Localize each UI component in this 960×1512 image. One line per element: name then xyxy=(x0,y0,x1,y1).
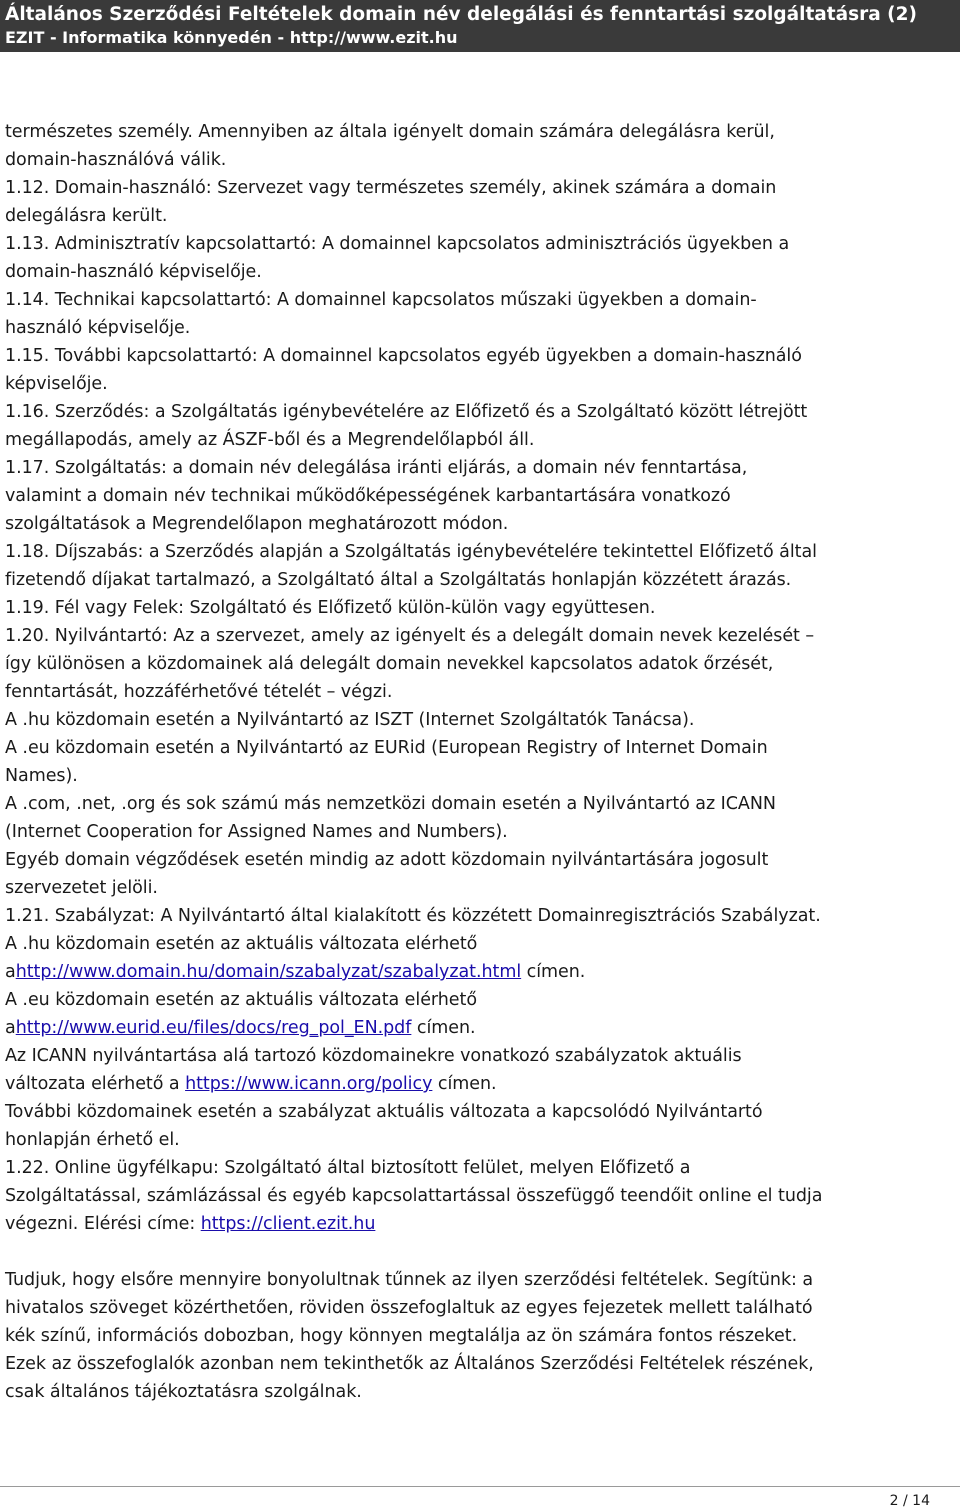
paragraph-gap xyxy=(5,1238,955,1266)
link-prefix: a xyxy=(5,1018,16,1038)
text-line: 1.22. Online ügyfélkapu: Szolgáltató által biztosított felület, melyen Előfizető a xyxy=(5,1158,691,1178)
text-line: 1.15. További kapcsolattartó: A domainnel kapcsolatos egyéb ügyekben a domain-használó xyxy=(5,346,802,366)
closing-line: hivatalos szöveget közérthetően, röviden összefoglaltuk az egyes fejezetek mellett található xyxy=(5,1298,813,1318)
text-line-with-link xyxy=(5,1070,955,1098)
text-line: szolgáltatások a Megrendelőlapon meghatározott módon. xyxy=(5,514,509,534)
text-line: A .com, .net, .org és sok számú más nemzetközi domain esetén a Nyilvántartó az ICANN xyxy=(5,794,776,814)
text-line: honlapján érhető el. xyxy=(5,1130,180,1150)
link-prefix: változata elérhető a xyxy=(5,1074,186,1094)
text-line: A .eu közdomain esetén az aktuális változata elérhető xyxy=(5,990,477,1010)
text-line: 1.21. Szabályzat: A Nyilvántartó által kialakított és közzétett Domainregisztrációs Szabályzat. xyxy=(5,906,821,926)
text-line: 1.18. Díjszabás: a Szerződés alapján a Szolgáltatás igénybevételére tekintettel Előfizető által xyxy=(5,542,817,562)
text-line: További közdomainek esetén a szabályzat aktuális változata a kapcsolódó Nyilvántartó xyxy=(5,1102,763,1122)
client-portal-link[interactable]: https://client.ezit.hu xyxy=(200,1214,376,1234)
document-body xyxy=(5,118,955,1406)
text-line: domain-használóvá válik. xyxy=(5,150,227,170)
link-suffix: címen. xyxy=(521,962,586,982)
text-line: így különösen a közdomainek alá delegált domain nevekkel kapcsolatos adatok őrzését, xyxy=(5,654,774,674)
text-line: Szolgáltatással, számlázással és egyéb kapcsolattartással összefüggő teendőit online el tudja xyxy=(5,1186,823,1206)
text-line: fenntartását, hozzáférhetővé tételét – végzi. xyxy=(5,682,393,702)
text-line: Names). xyxy=(5,766,78,786)
text-line: A .hu közdomain esetén a Nyilvántartó az ISZT (Internet Szolgáltatók Tanácsa). xyxy=(5,710,695,730)
text-line: 1.17. Szolgáltatás: a domain név delegálása iránti eljárás, a domain név fenntartása, xyxy=(5,458,748,478)
text-line: A .eu közdomain esetén a Nyilvántartó az EURid (European Registry of Internet Domain xyxy=(5,738,768,758)
eu-rules-link[interactable]: http://www.eurid.eu/files/docs/reg_pol_EN.pdf xyxy=(15,1018,412,1038)
text-line: megállapodás, amely az ÁSZF-ből és a Megrendelőlapból áll. xyxy=(5,430,535,450)
text-line: fizetendő díjakat tartalmazó, a Szolgáltató által a Szolgáltatás honlapján közzétett árazás. xyxy=(5,570,792,590)
text-line: A .hu közdomain esetén az aktuális változata elérhető xyxy=(5,934,478,954)
text-line: képviselője. xyxy=(5,374,108,394)
text-line: természetes személy. Amennyiben az általa igényelt domain számára delegálásra kerül, xyxy=(5,122,775,142)
text-line: valamint a domain név technikai működőképességének karbantartására vonatkozó xyxy=(5,486,731,506)
text-line: 1.13. Adminisztratív kapcsolattartó: A domainnel kapcsolatos adminisztrációs ügyekben a xyxy=(5,234,790,254)
hu-rules-link[interactable]: http://www.domain.hu/domain/szabalyzat/szabalyzat.html xyxy=(15,962,522,982)
document-title: Általános Szerződési Feltételek domain név delegálási és fenntartási szolgáltatásra (2) xyxy=(5,4,917,25)
text-line: 1.20. Nyilvántartó: Az a szervezet, amely az igényelt és a delegált domain nevek kezelését – xyxy=(5,626,815,646)
link-suffix: címen. xyxy=(432,1074,497,1094)
text-line: Egyéb domain végződések esetén mindig az adott közdomain nyilvántartására jogosult xyxy=(5,850,769,870)
text-line: delegálásra került. xyxy=(5,206,168,226)
document-subtitle: EZIT - Informatika könnyedén - http://www.ezit.hu xyxy=(5,28,458,47)
text-line: Az ICANN nyilvántartása alá tartozó közdomainekre vonatkozó szabályzatok aktuális xyxy=(5,1046,742,1066)
text-line: használó képviselője. xyxy=(5,318,191,338)
link-suffix: címen. xyxy=(411,1018,476,1038)
closing-line: Tudjuk, hogy elsőre mennyire bonyolultnak tűnnek az ilyen szerződési feltételek. Segítünk: a xyxy=(5,1270,814,1290)
text-line: (Internet Cooperation for Assigned Names and Numbers). xyxy=(5,822,508,842)
document-header xyxy=(0,0,960,52)
text-line: domain-használó képviselője. xyxy=(5,262,262,282)
footer-divider xyxy=(0,1486,960,1487)
closing-line: Ezek az összefoglalók azonban nem tekinthetők az Általános Szerződési Feltételek részének, xyxy=(5,1354,814,1374)
closing-line: kék színű, információs dobozban, hogy könnyen megtalálja az ön számára fontos részeket. xyxy=(5,1326,798,1346)
icann-policy-link[interactable]: https://www.icann.org/policy xyxy=(185,1074,433,1094)
text-line: szervezetet jelöli. xyxy=(5,878,158,898)
text-line: 1.19. Fél vagy Felek: Szolgáltató és Előfizető külön-külön vagy együttesen. xyxy=(5,598,656,618)
text-line: 1.14. Technikai kapcsolattartó: A domainnel kapcsolatos műszaki ügyekben a domain- xyxy=(5,290,757,310)
text-line-with-link xyxy=(5,1210,955,1238)
text-line-with-link xyxy=(5,1014,955,1042)
text-line: 1.12. Domain-használó: Szervezet vagy természetes személy, akinek számára a domain xyxy=(5,178,777,198)
closing-line: csak általános tájékoztatásra szolgálnak. xyxy=(5,1382,362,1402)
page-number: 2 / 14 xyxy=(889,1493,930,1509)
link-prefix: végezni. Elérési címe: xyxy=(5,1214,201,1234)
text-line-with-link xyxy=(5,958,955,986)
text-line: 1.16. Szerződés: a Szolgáltatás igénybevételére az Előfizető és a Szolgáltató között létrejött xyxy=(5,402,808,422)
link-prefix: a xyxy=(5,962,16,982)
